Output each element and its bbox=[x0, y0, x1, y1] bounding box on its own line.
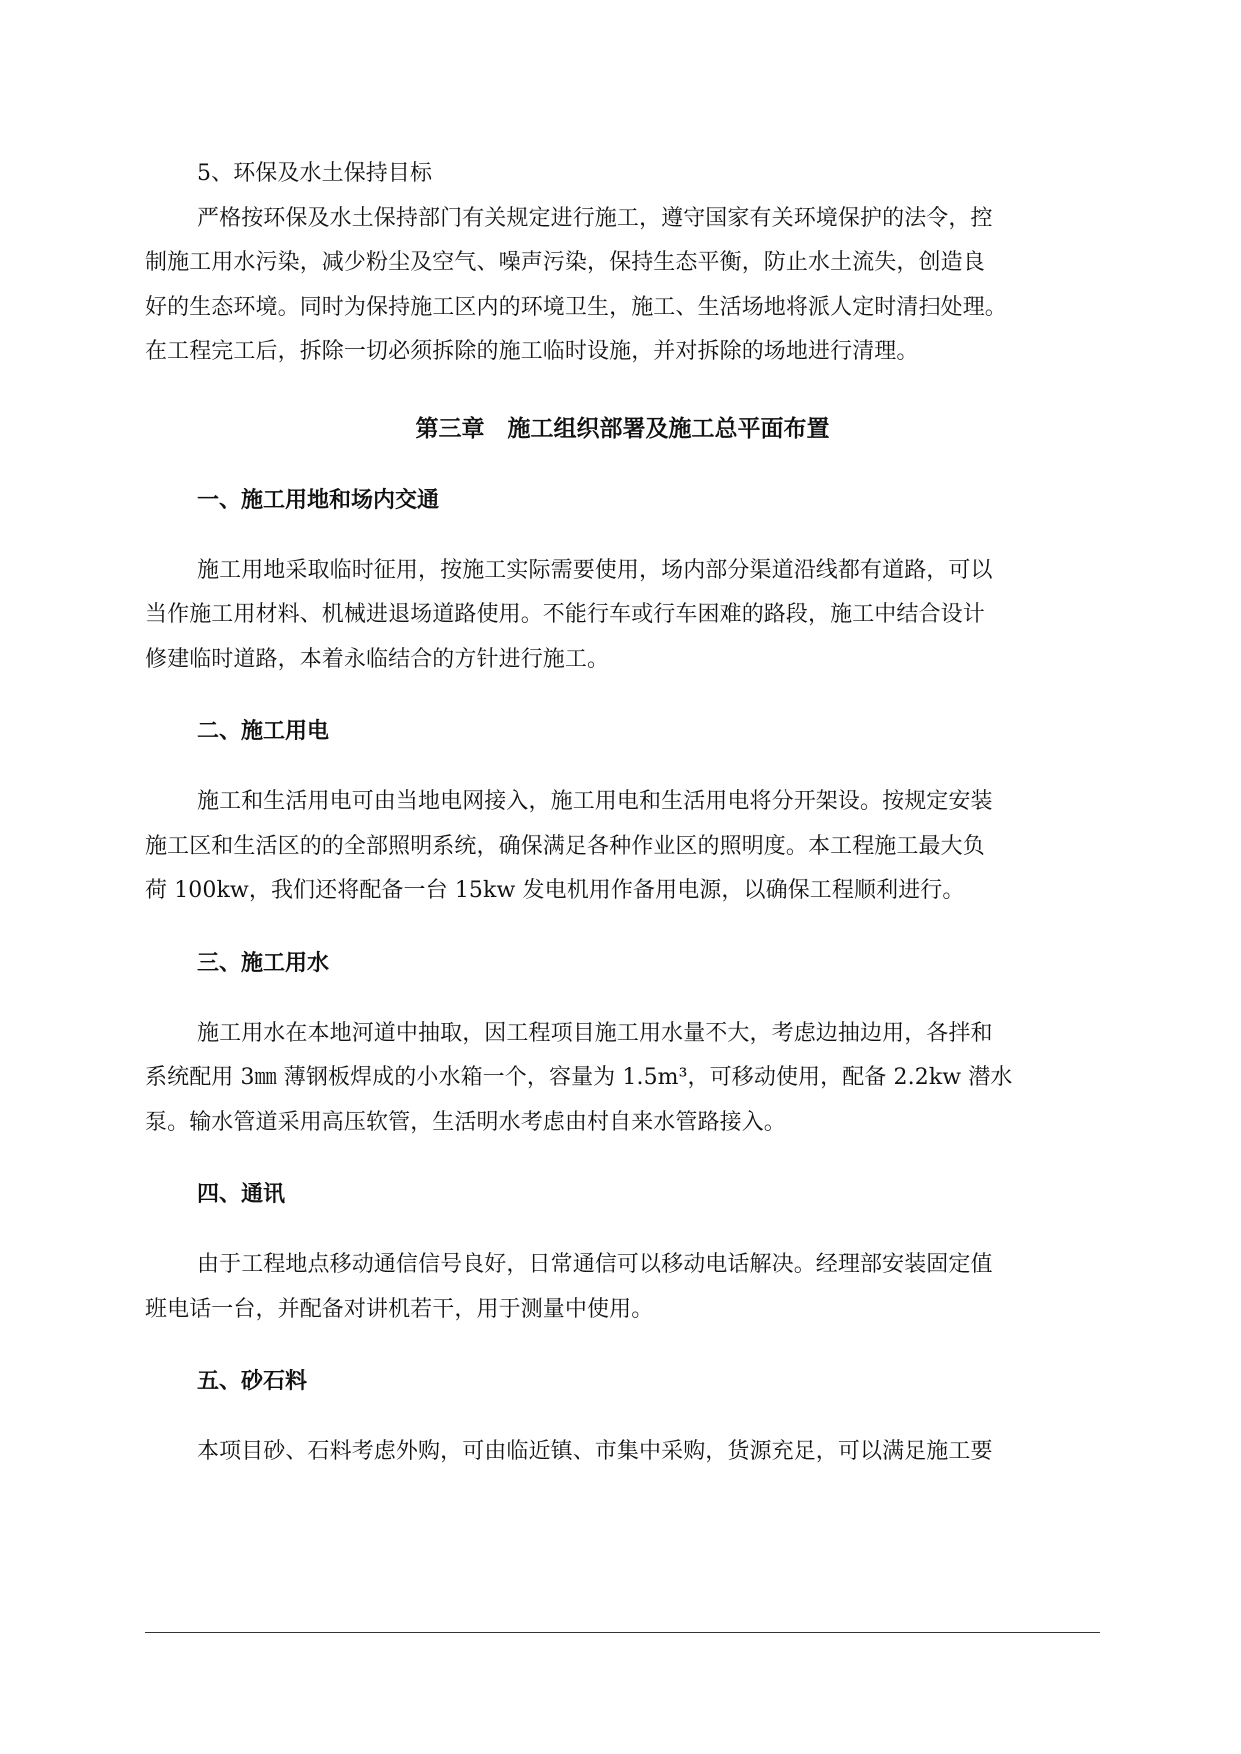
section-env-body bbox=[145, 197, 1100, 375]
paragraph-line: 修建临时道路，本着永临结合的方针进行施工。 bbox=[145, 646, 610, 672]
paragraph-line: 由于工程地点移动通信信号良好，日常通信可以移动电话解决。经理部安装固定值 bbox=[197, 1252, 993, 1277]
paragraph-line: 施工和生活用电可由当地电网接入，施工用电和生活用电将分开架设。按规定安装 bbox=[197, 789, 993, 814]
section-heading-power: 二、施工用电 bbox=[197, 719, 330, 744]
section-comm-body bbox=[145, 1243, 1100, 1332]
paragraph-line: 荷 100kw，我们还将配备一台 15kw 发电机用作备用电源，以确保工程顺利进行。 bbox=[145, 878, 965, 903]
section-water-body bbox=[145, 1012, 1100, 1146]
section-power-body bbox=[145, 780, 1100, 914]
section-env-title: 5、环保及水土保持目标 bbox=[197, 161, 433, 186]
section-aggregate-body bbox=[145, 1430, 1100, 1475]
footer-divider bbox=[145, 1632, 1100, 1633]
section-heading-aggregate: 五、砂石料 bbox=[197, 1369, 308, 1394]
paragraph-line: 施工用地采取临时征用，按施工实际需要使用，场内部分渠道沿线都有道路，可以 bbox=[197, 557, 993, 583]
paragraph-line: 严格按环保及水土保持部门有关规定进行施工，遵守国家有关环境保护的法令，控 bbox=[197, 205, 993, 231]
section-heading-comm: 四、通讯 bbox=[197, 1182, 286, 1207]
chapter-title: 第三章 施工组织部署及施工总平面布置 bbox=[415, 415, 830, 442]
page-content bbox=[145, 152, 1100, 1475]
paragraph-line: 本项目砂、石料考虑外购，可由临近镇、市集中采购，货源充足，可以满足施工要 bbox=[197, 1439, 993, 1464]
paragraph-line: 泵。输水管道采用高压软管，生活明水考虑由村自来水管路接入。 bbox=[145, 1109, 786, 1135]
paragraph-line: 施工区和生活区的的全部照明系统，确保满足各种作业区的照明度。本工程施工最大负 bbox=[145, 833, 985, 859]
paragraph-line: 制施工用水污染，减少粉尘及空气、噪声污染，保持生态平衡，防止水土流失，创造良 bbox=[145, 250, 985, 275]
section-land-body bbox=[145, 549, 1100, 683]
paragraph-line: 当作施工用材料、机械进退场道路使用。不能行车或行车困难的路段，施工中结合设计 bbox=[145, 602, 985, 627]
paragraph-line: 班电话一台，并配备对讲机若干，用于测量中使用。 bbox=[145, 1296, 654, 1322]
section-heading-water: 三、施工用水 bbox=[197, 950, 330, 976]
paragraph-line: 在工程完工后，拆除一切必须拆除的施工临时设施，并对拆除的场地进行清理。 bbox=[145, 339, 919, 364]
paragraph-line: 施工用水在本地河道中抽取，因工程项目施工用水量不大，考虑边抽边用，各拌和 bbox=[197, 1020, 993, 1046]
paragraph-line: 好的生态环境。同时为保持施工区内的环境卫生，施工、生活场地将派人定时清扫处理。 bbox=[145, 294, 1007, 320]
paragraph-line: 系统配用 3㎜ 薄钢板焊成的小水箱一个，容量为 1.5m³，可移动使用，配备 2.2kw 潜水 bbox=[145, 1065, 1013, 1090]
section-heading-land: 一、施工用地和场内交通 bbox=[197, 487, 440, 513]
